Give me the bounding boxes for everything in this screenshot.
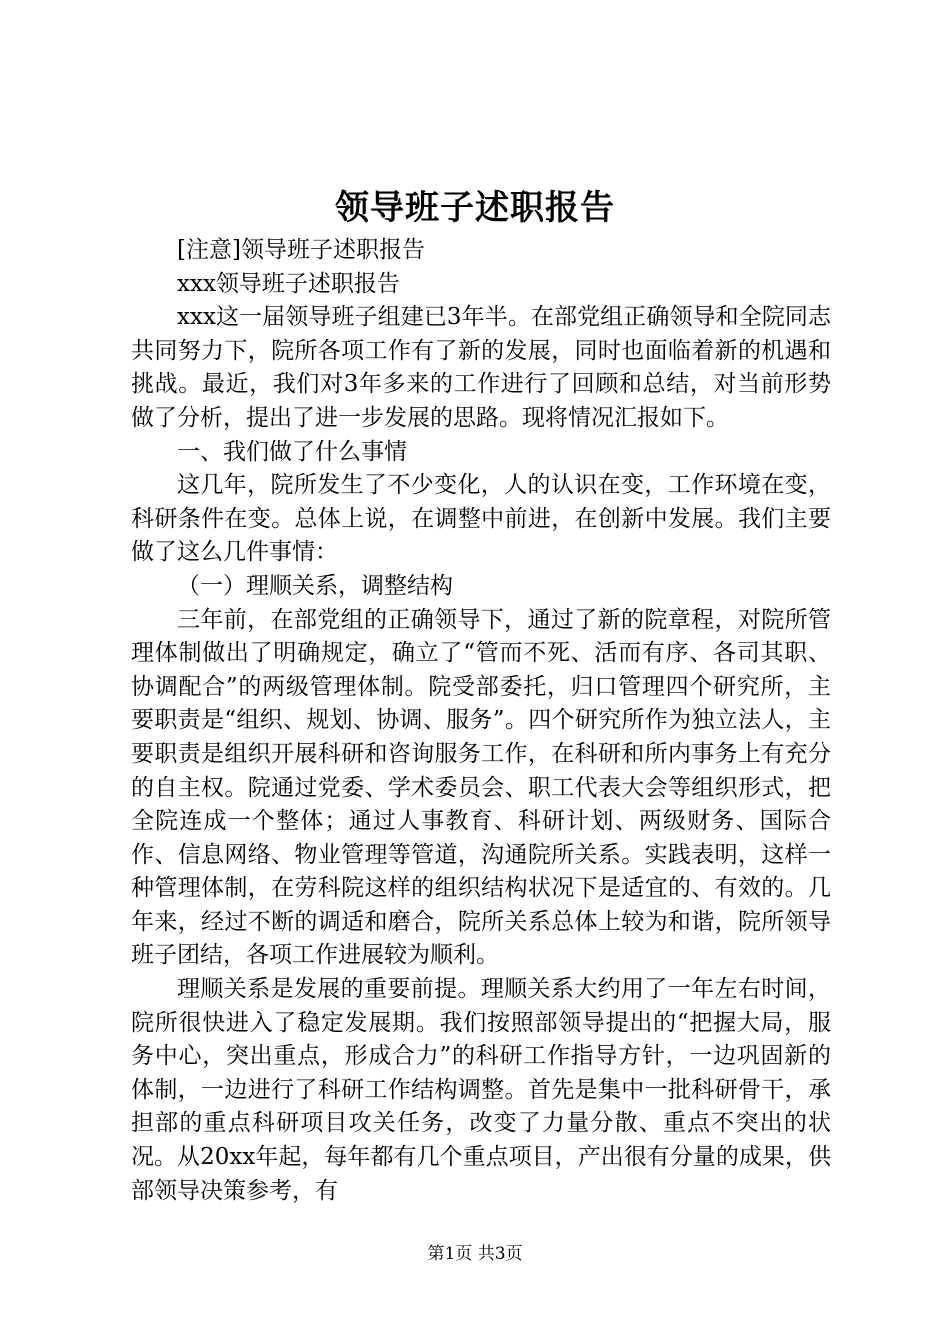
document-title: 领导班子述职报告	[335, 188, 615, 228]
subsection-heading-1: （一）理顺关系，调整结构	[177, 572, 453, 599]
page-footer: 第1页 共3页	[427, 1244, 523, 1264]
paragraph-section-1: 这几年，院所发生了不少变化，人的认识在变，工作环境在变，科研条件在变。总体上说，在调整中前进，在创新中发展。我们主要做了这么几件事情：	[131, 472, 831, 566]
paragraph-note: [注意]领导班子述职报告	[177, 237, 425, 263]
document-body	[131, 234, 831, 1208]
paragraph-management-system: 三年前，在部党组的正确领导下，通过了新的院章程，对院所管理体制做出了明确规定，确立了“管而不死、活而有序、各司其职、协调配合”的两级管理体制。院受部委托，归口管理四个研究所，主要职责是“组织、规划、协调、服务”。四个研究所作为独立法人，主要职责是组织开展科研和咨询服务工作，在科研和所内事务上有充分的自主权。院通过党委、学术委员会、职工代表大会等组织形式，把全院连成一个整体；通过人事教育、科研计划、两级财务、国际合作、信息网络、物业管理等管道，沟通院所关系。实践表明，这样一种管理体制，在劳科院这样的组织结构状况下是适宜的、有效的。几年来，经过不断的调适和磨合，院所关系总体上较为和谐，院所领导班子团结，各项工作进展较为顺利。	[131, 606, 831, 969]
paragraph-intro: xxx这一届领导班子组建已3年半。在部党组正确领导和全院同志共同努力下，院所各项工作有了新的发展，同时也面临着新的机遇和挑战。最近，我们对3年多来的工作进行了回顾和总结，对当前形势做了分析，提出了进一步发展的思路。现将情况汇报如下。	[131, 304, 831, 431]
section-heading-1: 一、我们做了什么事情	[177, 438, 407, 465]
paragraph-restructuring: 理顺关系是发展的重要前提。理顺关系大约用了一年左右时间，院所很快进入了稳定发展期。我们按照部领导提出的“把握大局，服务中心，突出重点，形成合力”的科研工作指导方针，一边巩固新的体制，一边进行了科研工作结构调整。首先是集中一批科研骨干，承担部的重点科研项目攻关任务，改变了力量分散、重点不突出的状况。从20xx年起，每年都有几个重点项目，产出很有分量的成果，供部领导决策参考，有	[131, 976, 831, 1204]
paragraph-subtitle: xxx领导班子述职报告	[177, 270, 400, 297]
